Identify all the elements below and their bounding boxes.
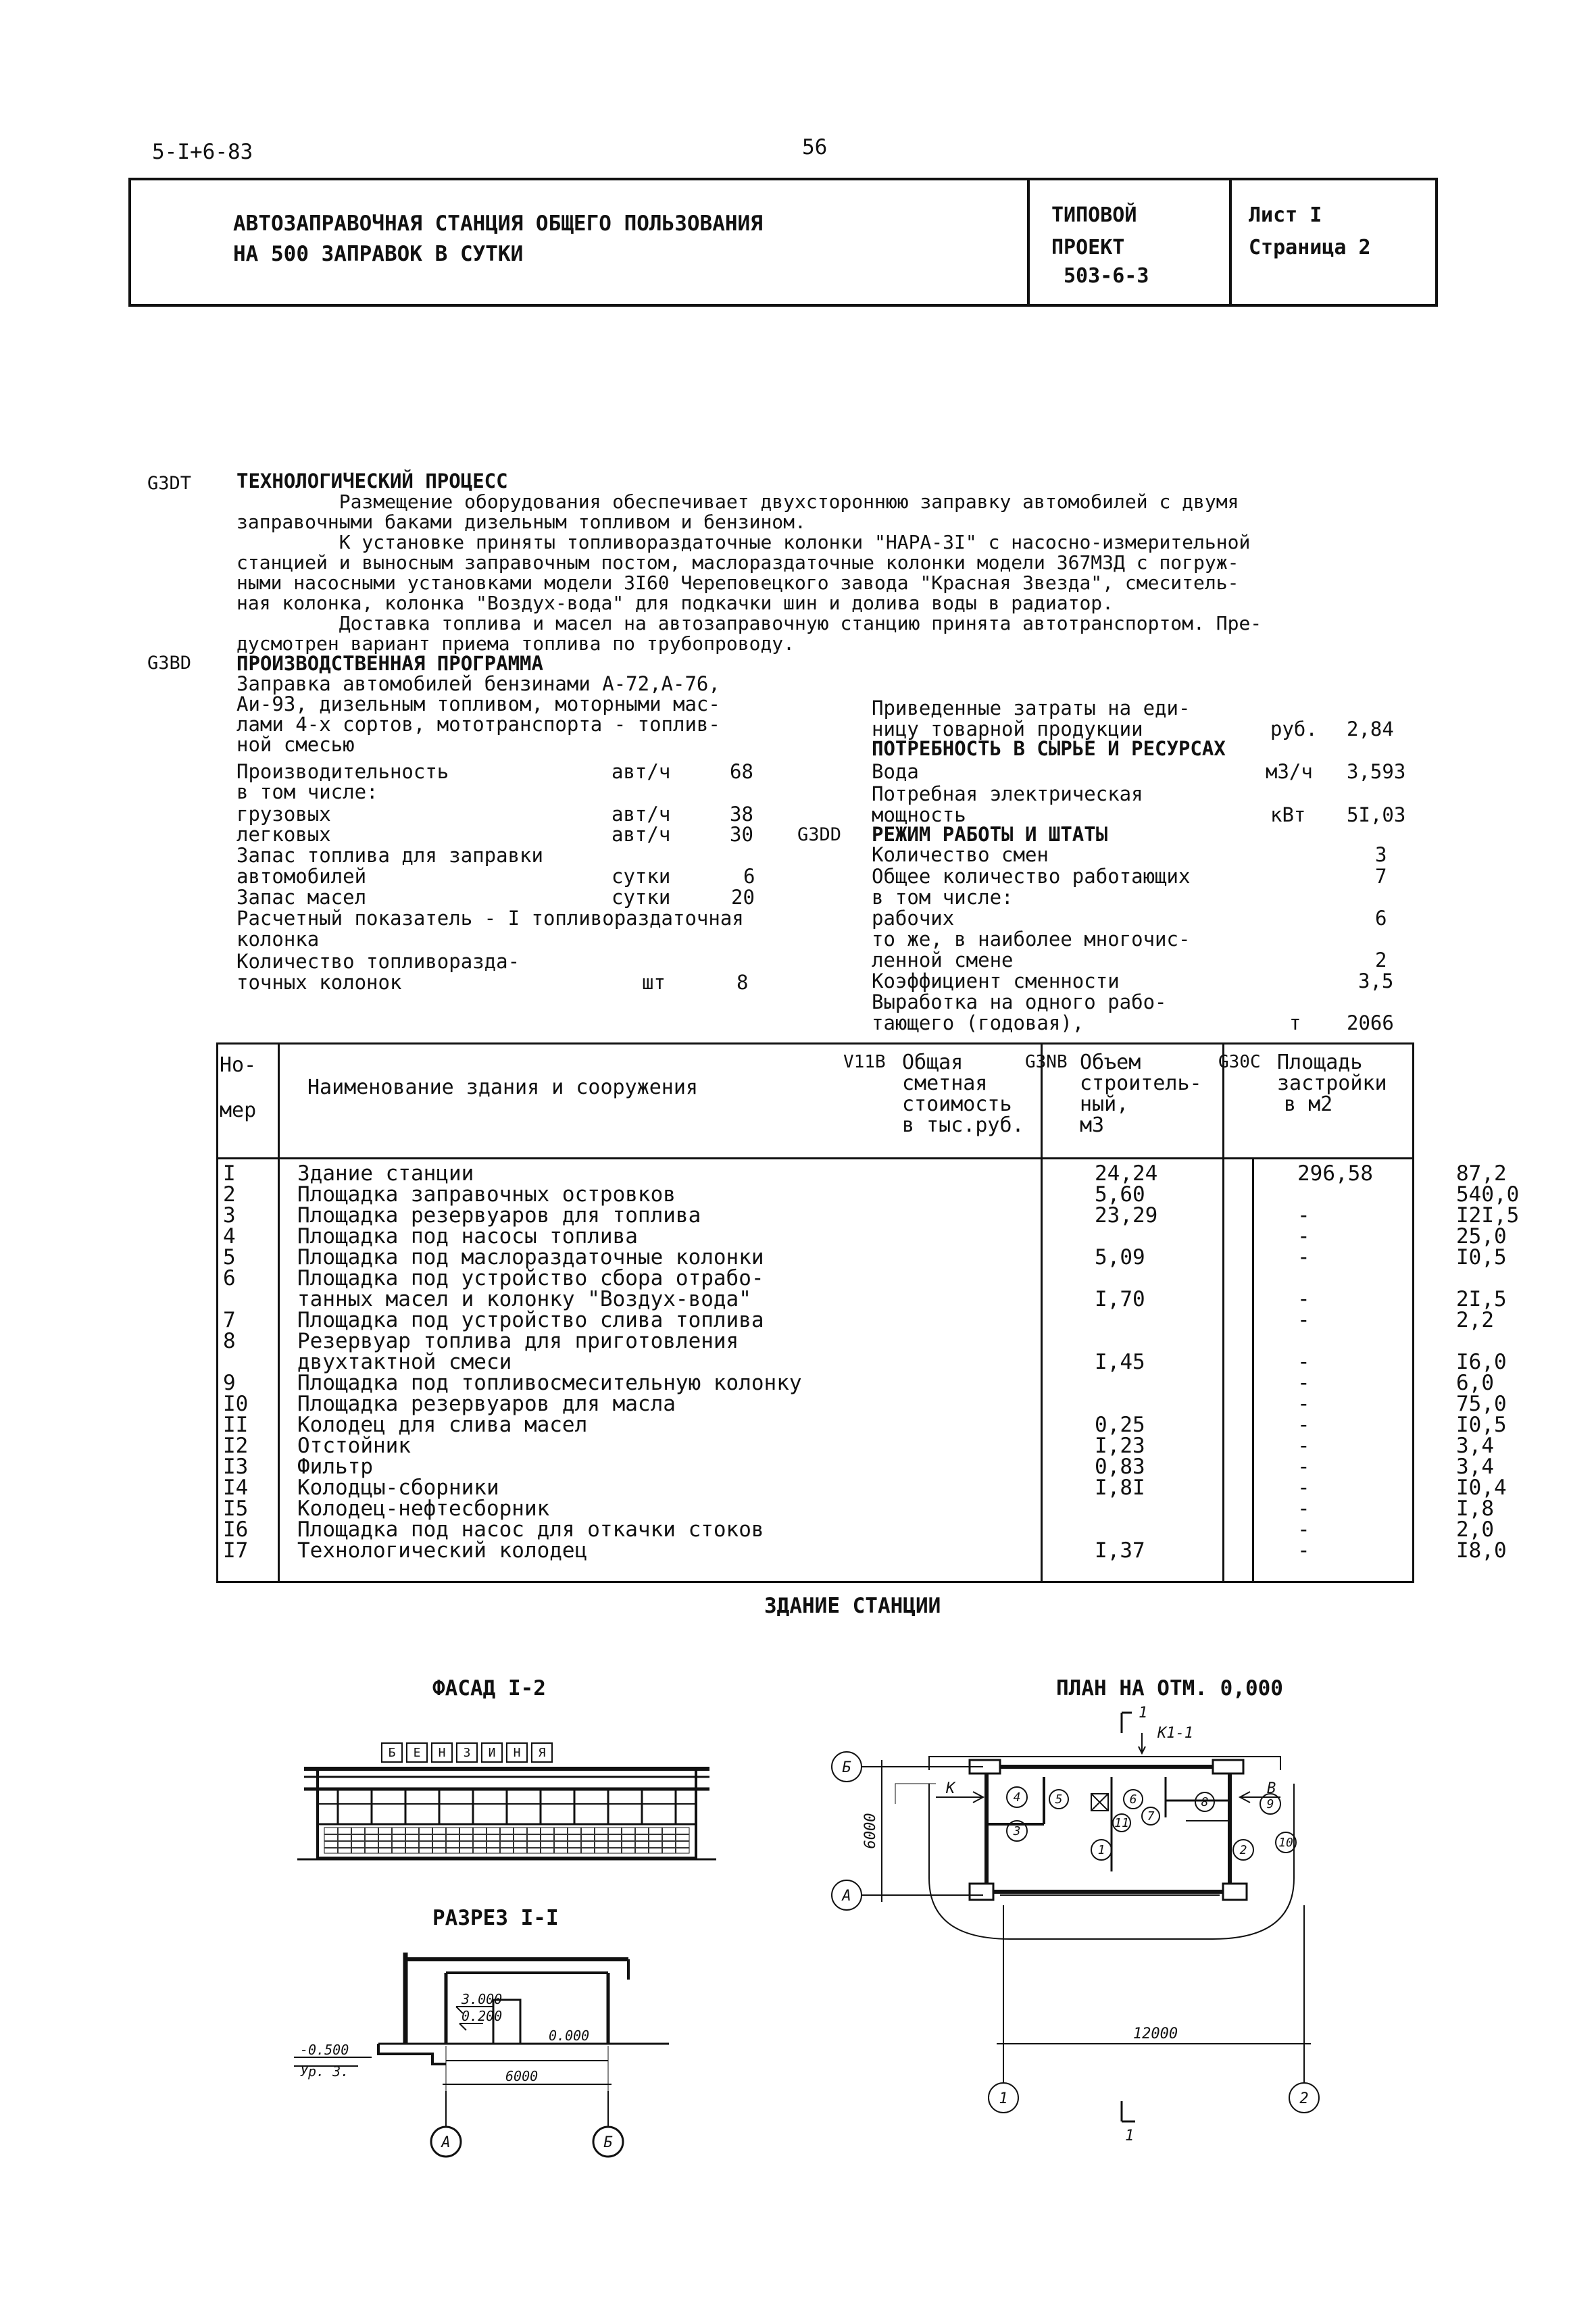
plan-width: 12000 [1132, 2026, 1178, 2042]
section-axis-b: Б [603, 2134, 613, 2151]
tech-line: ная колонка, колонка "Воздух-вода" для подкачки шин и долива воды в радиатор. [236, 592, 1114, 614]
room-label: 2 [1239, 1843, 1247, 1857]
row-cost: I,23 [1095, 1434, 1145, 1458]
row-volume: 296,58 [1297, 1161, 1373, 1186]
row-area: 25,0 [1456, 1224, 1507, 1249]
row-volume: - [1297, 1203, 1310, 1228]
productivity-label: Производительность [236, 760, 449, 783]
sheet-page: Страница 2 [1249, 236, 1371, 259]
program-intro: Заправка автомобилей бензинами А-72,А-76, [236, 672, 720, 695]
col-code-volume: G3NB [1025, 1052, 1068, 1072]
row-name: Фильтр [297, 1455, 373, 1479]
productivity-value: 68 [730, 760, 753, 783]
plan-axis-b: Б [842, 1759, 851, 1776]
row-volume: - [1297, 1287, 1310, 1311]
th-name: Наименование здания и сооружения [307, 1076, 698, 1099]
row-cost: 5,09 [1095, 1245, 1145, 1269]
th-volume: Объем [1080, 1051, 1141, 1074]
tech-line: станцией и выносным заправочным постом, маслораздаточные колонки модели 367МЗД с погруж- [236, 551, 1239, 574]
row-cost: I,8I [1095, 1476, 1145, 1500]
fuel-reserve-label: Запас топлива для заправки [236, 844, 543, 867]
drawings-section-title: ЗДАНИЕ СТАНЦИИ [764, 1594, 941, 1618]
row-volume: - [1297, 1308, 1310, 1332]
room-label: 10 [1278, 1836, 1293, 1850]
tech-line: заправочными баками дизельным топливом и бензином. [236, 511, 806, 533]
plan-axis-1: 1 [999, 2090, 1008, 2107]
power-label: Потребная электрическая [872, 782, 1143, 805]
row-area: I,8 [1456, 1496, 1494, 1521]
row-number: I3 [223, 1455, 249, 1479]
row-number: I2 [223, 1434, 249, 1458]
total-staff-value: 7 [1375, 865, 1387, 888]
row-number: I7 [223, 1538, 249, 1563]
row-name: Резервуар топлива для приготовления [297, 1329, 739, 1353]
row-area: 2,2 [1456, 1308, 1494, 1332]
row-cost: I,37 [1095, 1538, 1145, 1563]
table-row [216, 1538, 1507, 1563]
tech-process-heading: ТЕХНОЛОГИЧЕСКИЙ ПРОЦЕСС [236, 470, 508, 493]
entry-v: В [1267, 1780, 1276, 1797]
section-drawing [291, 1946, 696, 2169]
trucks-value: 38 [730, 803, 753, 826]
th-cost: стоимость [902, 1092, 1012, 1116]
table-row [216, 1496, 1494, 1521]
row-area: 2,0 [1456, 1517, 1494, 1542]
room-label: 8 [1201, 1795, 1209, 1809]
row-number: 3 [223, 1203, 236, 1228]
table-row [216, 1476, 1507, 1500]
row-cost: 0,83 [1095, 1455, 1145, 1479]
calc-indicator: колонка [236, 928, 320, 951]
trucks-label: грузовых [236, 803, 331, 826]
row-cost: I,70 [1095, 1287, 1145, 1311]
table-row [216, 1517, 1494, 1542]
workers-label: рабочих [872, 907, 955, 930]
plan-axis-a: А [842, 1888, 851, 1905]
elev-top: 3.000 [462, 1991, 503, 2007]
row-cost: I,45 [1095, 1350, 1145, 1374]
th-volume: м3 [1080, 1113, 1105, 1137]
margin-code-staff: G3DD [797, 824, 842, 845]
table-row [216, 1182, 1520, 1207]
row-area: 6,0 [1456, 1371, 1494, 1395]
row-name: Колодцы-сборники [297, 1476, 499, 1500]
program-intro: ной смесью [236, 733, 355, 756]
table-row [216, 1331, 1414, 1352]
doc-code: 5-I+6-83 [152, 140, 253, 164]
row-number: 7 [223, 1308, 236, 1332]
section-axis-a: А [441, 2134, 451, 2151]
power-label: мощность [872, 803, 966, 826]
power-value: 5I,03 [1347, 803, 1406, 826]
tech-line: ными насосными установками модели 3I60 Череповецкого завода "Красная Звезда", смеситель- [236, 572, 1239, 594]
room-label: 3 [1013, 1824, 1021, 1838]
row-area: I8,0 [1456, 1538, 1507, 1563]
th-volume: строитель- [1080, 1072, 1202, 1095]
row-name: Площадка резервуаров для топлива [297, 1203, 701, 1228]
max-shift-label: ленной смене [872, 949, 1014, 972]
room-label: 1 [1097, 1843, 1105, 1857]
table-row [216, 1203, 1520, 1228]
facade-drawing [297, 1736, 716, 1871]
program-intro: Аи-93, дизельным топливом, моторными мас- [236, 693, 720, 715]
output-label: Выработка на одного рабо- [872, 990, 1167, 1013]
th-cost: сметная [902, 1072, 988, 1095]
table-row [216, 1224, 1507, 1249]
row-name: Площадка под маслораздаточные колонки [297, 1245, 764, 1269]
elev-mid: 0.200 [462, 2008, 503, 2024]
row-number: 2 [223, 1182, 236, 1207]
row-area: I6,0 [1456, 1350, 1507, 1374]
sign-letter: Н [513, 1746, 521, 1760]
row-number: 9 [223, 1371, 236, 1395]
row-area: 540,0 [1456, 1182, 1520, 1207]
row-number: I [223, 1161, 236, 1186]
margin-code-tech: G3DT [147, 473, 192, 494]
table-row [216, 1287, 1507, 1311]
title-line-2: НА 500 ЗАПРАВОК В СУТКИ [233, 242, 524, 266]
row-name: Площадка под насос для откачки стоков [297, 1517, 764, 1542]
row-cost: 5,60 [1095, 1182, 1145, 1207]
tech-line: Доставка топлива и масел на автозаправочную станцию принята автотранспортом. Пре- [236, 612, 1262, 634]
section-span: 6000 [505, 2068, 539, 2084]
output-label: тающего (годовая), [872, 1011, 1084, 1034]
project-line-2: ПРОЕКТ [1051, 236, 1125, 259]
resources-heading: ПОТРЕБНОСТЬ В СЫРЬЕ И РЕСУРСАХ [872, 737, 1226, 760]
table-row [216, 1413, 1507, 1437]
row-area: 87,2 [1456, 1161, 1507, 1186]
row-number: I6 [223, 1517, 249, 1542]
total-staff-label: Общее количество работающих [872, 865, 1191, 888]
dispensers-label: Количество топливоразда- [236, 950, 520, 973]
trucks-unit: авт/ч [612, 803, 671, 826]
tech-line: Размещение оборудования обеспечивает двухстороннюю заправку автомобилей с двумя [236, 491, 1239, 513]
table-row [216, 1161, 1507, 1186]
room-label: 9 [1266, 1797, 1274, 1811]
table-row [216, 1455, 1494, 1479]
row-name: Площадка заправочных островков [297, 1182, 676, 1207]
row-cost: 23,29 [1095, 1203, 1158, 1228]
sheet-number: Лист I [1249, 203, 1322, 227]
row-volume: - [1297, 1392, 1310, 1416]
output-value: 2066 [1347, 1011, 1394, 1034]
row-name: Технологический колодец [297, 1538, 588, 1563]
workers-value: 6 [1375, 907, 1387, 930]
col-code-area: G30C [1218, 1052, 1261, 1072]
row-volume: - [1297, 1517, 1310, 1542]
row-name: Колодец для слива масел [297, 1413, 588, 1437]
cars-value: 30 [730, 823, 753, 846]
row-name: Площадка под устройство сбора отрабо- [297, 1266, 764, 1290]
row-cost: 24,24 [1095, 1161, 1158, 1186]
max-shift-value: 2 [1375, 949, 1387, 972]
row-number: I0 [223, 1392, 249, 1416]
th-area: застройки [1277, 1072, 1387, 1095]
shift-coef-label: Коэффициент сменности [872, 970, 1120, 992]
cut-mark-bottom: 1 [1125, 2128, 1134, 2144]
sign-letter: Е [413, 1746, 421, 1760]
row-volume: - [1297, 1413, 1310, 1437]
cut-mark-top: 1 [1139, 1705, 1148, 1721]
row-name: Площадка под устройство слива топлива [297, 1308, 764, 1332]
row-number: 5 [223, 1245, 236, 1269]
sign-letter: Б [388, 1746, 396, 1760]
dispensers-label: точных колонок [236, 971, 402, 994]
table-row [216, 1434, 1494, 1458]
project-line-1: ТИПОВОЙ [1051, 203, 1137, 227]
row-area: 3,4 [1456, 1455, 1494, 1479]
row-area: I2I,5 [1456, 1203, 1520, 1228]
th-num: Но- [220, 1053, 257, 1077]
row-area: I0,5 [1456, 1245, 1507, 1269]
project-code: 503-6-3 [1064, 264, 1149, 288]
row-area: I0,5 [1456, 1413, 1507, 1437]
section-cut-title: РАЗРЕЗ I-I [432, 1906, 559, 1930]
elev-ground: -0.500 [300, 2042, 349, 2058]
calc-indicator: Расчетный показатель - I топливораздаточная [236, 907, 744, 930]
fuel-reserve-value: 6 [743, 865, 755, 888]
cut-note: К1-1 [1157, 1725, 1193, 1742]
row-volume: - [1297, 1350, 1310, 1374]
dispensers-value: 8 [737, 971, 749, 994]
cars-unit: авт/ч [612, 823, 671, 846]
row-name: Здание станции [297, 1161, 474, 1186]
cars-label: легковых [236, 823, 331, 846]
sign-letter: Я [538, 1746, 546, 1760]
tech-line: дусмотрен вариант приема топлива по трубопроводу. [236, 632, 795, 655]
sign-letter: Н [438, 1746, 446, 1760]
row-area: I0,4 [1456, 1476, 1507, 1500]
dispensers-unit: шт [642, 971, 666, 994]
row-volume: - [1297, 1371, 1310, 1395]
oil-reserve-unit: сутки [612, 886, 671, 909]
table-row [216, 1350, 1507, 1374]
ground-note: Ур. З. [300, 2063, 349, 2080]
shifts-value: 3 [1375, 843, 1387, 866]
row-name: Площадка под топливосмесительную колонку [297, 1371, 802, 1395]
plan-depth: 6000 [862, 1813, 879, 1849]
row-volume: - [1297, 1538, 1310, 1563]
shift-coef-value: 3,5 [1358, 970, 1394, 992]
row-volume: - [1297, 1434, 1310, 1458]
oil-reserve-value: 20 [731, 886, 755, 909]
facade-title: ФАСАД I-2 [432, 1676, 546, 1701]
row-name: Отстойник [297, 1434, 411, 1458]
row-number: 8 [223, 1329, 236, 1353]
row-area: 2I,5 [1456, 1287, 1507, 1311]
costs-label: ницу товарной продукции [872, 718, 1143, 740]
room-label: 5 [1055, 1792, 1063, 1807]
row-number: 4 [223, 1224, 236, 1249]
costs-value: 2,84 [1347, 718, 1394, 740]
th-cost: в тыс.руб. [902, 1113, 1024, 1137]
program-heading: ПРОИЗВОДСТВЕННАЯ ПРОГРАММА [236, 652, 543, 675]
program-intro: лами 4-х сортов, мототранспорта - топлив- [236, 713, 720, 736]
margin-code-program: G3BD [147, 653, 192, 674]
costs-unit: руб. [1270, 718, 1318, 740]
table-row [216, 1268, 1414, 1289]
th-volume: ный, [1080, 1092, 1129, 1116]
row-area: 3,4 [1456, 1434, 1494, 1458]
row-volume: - [1297, 1496, 1310, 1521]
costs-label: Приведенные затраты на еди- [872, 697, 1191, 720]
row-volume: - [1297, 1245, 1310, 1269]
sign-letter: И [488, 1746, 496, 1760]
power-unit: кВт [1270, 803, 1306, 826]
row-volume: - [1297, 1455, 1310, 1479]
row-volume: - [1297, 1224, 1310, 1249]
th-area: в м2 [1284, 1092, 1333, 1116]
th-cost: Общая [902, 1051, 964, 1074]
row-name: Колодец-нефтесборник [297, 1496, 550, 1521]
row-area: 75,0 [1456, 1392, 1507, 1416]
th-num: мер [220, 1099, 257, 1122]
page-number: 56 [802, 135, 828, 159]
room-label: 11 [1114, 1816, 1129, 1830]
water-value: 3,593 [1347, 760, 1406, 783]
tech-line: К установке приняты топливораздаточные колонки "НАРА-3I" с насосно-измерительной [236, 531, 1251, 553]
room-label: 7 [1147, 1809, 1155, 1823]
title-line-1: АВТОЗАПРАВОЧНАЯ СТАНЦИЯ ОБЩЕГО ПОЛЬЗОВАНИЯ [233, 211, 763, 236]
room-label: 6 [1129, 1792, 1137, 1807]
plan-title: ПЛАН НА ОТМ. 0,000 [1056, 1676, 1283, 1701]
row-volume: - [1297, 1476, 1310, 1500]
col-code-cost: V11B [843, 1052, 886, 1072]
row-cost: 0,25 [1095, 1413, 1145, 1437]
staff-including: в том числе: [872, 886, 1014, 909]
fuel-reserve-unit: сутки [612, 865, 671, 888]
output-unit: т [1289, 1011, 1301, 1034]
row-number: 6 [223, 1266, 236, 1290]
th-area: Площадь [1277, 1051, 1363, 1074]
table-body [216, 1161, 1520, 1582]
water-unit: м3/ч [1266, 760, 1313, 783]
table-row [216, 1308, 1494, 1332]
row-name: танных масел и колонку "Воздух-вода" [297, 1287, 751, 1311]
productivity-unit: авт/ч [612, 760, 671, 783]
row-number: II [223, 1413, 249, 1437]
water-label: Вода [872, 760, 919, 783]
oil-reserve-label: Запас масел [236, 886, 367, 909]
table-row [216, 1371, 1494, 1395]
max-shift-label: то же, в наиболее многочис- [872, 928, 1191, 951]
including-label: в том числе: [236, 780, 378, 803]
row-name: двухтактной смеси [297, 1350, 512, 1374]
row-name: Площадка под насосы топлива [297, 1224, 638, 1249]
shifts-label: Количество смен [872, 843, 1049, 866]
elev-floor: 0.000 [549, 2028, 590, 2044]
staff-heading: РЕЖИМ РАБОТЫ И ШТАТЫ [872, 823, 1108, 846]
table-row [216, 1245, 1507, 1269]
row-number: I4 [223, 1476, 249, 1500]
table-row [216, 1392, 1507, 1416]
plan-drawing [807, 1703, 1416, 2175]
row-number: I5 [223, 1496, 249, 1521]
plan-axis-2: 2 [1299, 2090, 1309, 2107]
sign-letter: З [463, 1746, 471, 1760]
room-label: 4 [1013, 1790, 1021, 1805]
fuel-reserve-label: автомобилей [236, 865, 367, 888]
row-name: Площадка резервуаров для масла [297, 1392, 676, 1416]
entry-k: К [946, 1780, 955, 1797]
